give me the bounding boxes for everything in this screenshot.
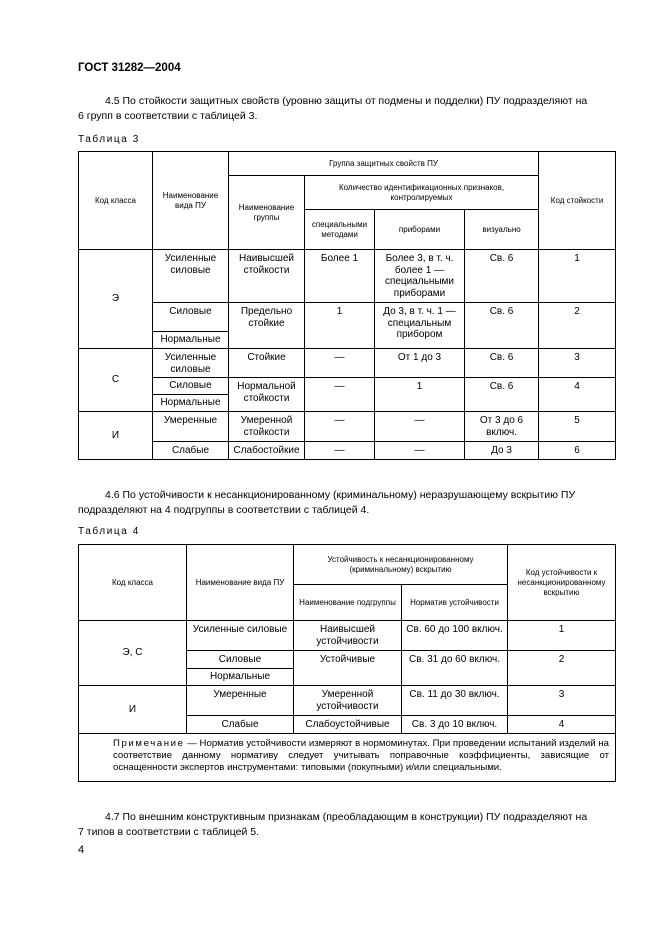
paragraph-4-7	[78, 810, 615, 840]
header-type-name: Наименование вида ПУ	[187, 545, 294, 621]
header-class-code: Код класса	[79, 152, 153, 250]
code-cell: 5	[539, 412, 616, 442]
note-text: — Норматив устойчивости измеряют в нормоминутах. При проведении испытаний изделий на соответствие данному нормативу следует учитывать поправочные коэффициенты, зависящие от оснащенности экспертов инструментами: типовыми (покупными) и/или специальными.	[113, 738, 610, 773]
code-cell: 2	[539, 303, 616, 349]
code-cell: 1	[539, 250, 616, 303]
subgroup-cell: Устойчивые	[294, 651, 402, 686]
code-cell: 4	[508, 716, 616, 734]
header-devices: приборами	[375, 210, 465, 250]
special-cell: —	[305, 412, 375, 442]
table-4	[78, 544, 616, 782]
type-cell: Нормальные	[153, 395, 229, 412]
paragraph-4-5	[78, 94, 615, 124]
group-name-cell: Нормальной стойкости	[229, 378, 305, 412]
norm-cell: Св. 60 до 100 включ.	[402, 621, 508, 651]
document-code: ГОСТ 31282—2004	[78, 62, 181, 74]
paragraph-4-6	[78, 488, 615, 518]
code-cell: 2	[508, 651, 616, 686]
header-count: Количество идентификационных признаков, контролируемых	[305, 176, 539, 210]
paragraph-line: 4.7 По внешним конструктивным признакам (преобладающим в конструкции) ПУ подразделяют на	[105, 811, 588, 823]
note-label: Примечание	[113, 738, 185, 749]
class-cell: С	[79, 349, 153, 412]
visual-cell: Св. 6	[465, 349, 539, 378]
visual-cell: От 3 до 6 включ.	[465, 412, 539, 442]
type-cell: Слабые	[153, 442, 229, 460]
header-resistance-code: Код стойкости	[539, 152, 616, 250]
group-name-cell: Умеренной стойкости	[229, 412, 305, 442]
type-cell: Усиленные силовые	[187, 621, 294, 651]
norm-cell: Св. 31 до 60 включ.	[402, 651, 508, 686]
type-cell: Умеренные	[187, 686, 294, 716]
special-cell: 1	[305, 303, 375, 349]
devices-cell: 1	[375, 378, 465, 412]
type-cell: Силовые	[187, 651, 294, 669]
header-class-code: Код класса	[79, 545, 187, 621]
type-cell: Силовые	[153, 303, 229, 332]
type-cell: Умеренные	[153, 412, 229, 442]
header-group: Группа защитных свойств ПУ	[229, 152, 539, 176]
devices-cell: От 1 до 3	[375, 349, 465, 378]
type-cell: Нормальные	[187, 669, 294, 686]
class-cell: Э, С	[79, 621, 187, 686]
header-stability: Устойчивость к несанкционированному (криминальному) вскрытию	[294, 545, 508, 585]
visual-cell: До 3	[465, 442, 539, 460]
table-4-caption: Таблица 4	[78, 526, 140, 537]
type-cell: Силовые	[153, 378, 229, 395]
subgroup-cell: Наивысшей устойчивости	[294, 621, 402, 651]
code-cell: 3	[539, 349, 616, 378]
header-special: специальными методами	[305, 210, 375, 250]
devices-cell: До 3, в т. ч. 1 — специальным прибором	[375, 303, 465, 349]
visual-cell: Св. 6	[465, 378, 539, 412]
table-4-note	[79, 734, 616, 782]
special-cell: —	[305, 378, 375, 412]
special-cell: —	[305, 442, 375, 460]
code-cell: 6	[539, 442, 616, 460]
paragraph-line: 4.6 По устойчивости к несанкционированному (криминальному) неразрушающему вскрытию ПУ	[105, 489, 576, 501]
header-group-name: Наименование группы	[229, 176, 305, 250]
class-cell: И	[79, 686, 187, 734]
paragraph-line: 4.5 По стойкости защитных свойств (уровню защиты от подмены и подделки) ПУ подразделяют на	[105, 95, 588, 107]
class-cell: Э	[79, 250, 153, 349]
paragraph-line: 6 групп в соответствии с таблицей 3.	[78, 110, 258, 122]
page-number: 4	[78, 844, 85, 856]
type-cell: Нормальные	[153, 332, 229, 349]
devices-cell: Более 3, в т. ч. более 1 — специальными приборами	[375, 250, 465, 303]
paragraph-line: подразделяют на 4 подгруппы в соответствии с таблицей 4.	[78, 504, 370, 516]
header-visual: визуально	[465, 210, 539, 250]
visual-cell: Св. 6	[465, 303, 539, 349]
subgroup-cell: Слабоустойчивые	[294, 716, 402, 734]
devices-cell: —	[375, 412, 465, 442]
special-cell: —	[305, 349, 375, 378]
type-cell: Слабые	[187, 716, 294, 734]
table-3	[78, 151, 616, 460]
class-cell: И	[79, 412, 153, 460]
group-name-cell: Слабостойкие	[229, 442, 305, 460]
norm-cell: Св. 3 до 10 включ.	[402, 716, 508, 734]
code-cell: 3	[508, 686, 616, 716]
header-type-name: Наименование вида ПУ	[153, 152, 229, 250]
type-cell: Усиленные силовые	[153, 250, 229, 303]
special-cell: Более 1	[305, 250, 375, 303]
group-name-cell: Стойкие	[229, 349, 305, 378]
visual-cell: Св. 6	[465, 250, 539, 303]
group-name-cell: Предельно стойкие	[229, 303, 305, 349]
code-cell: 1	[508, 621, 616, 651]
header-stability-code: Код устойчивости к несанкционированному вскрытию	[508, 545, 616, 621]
norm-cell: Св. 11 до 30 включ.	[402, 686, 508, 716]
code-cell: 4	[539, 378, 616, 412]
header-norm: Норматив устойчивости	[402, 585, 508, 621]
group-name-cell: Наивысшей стойкости	[229, 250, 305, 303]
devices-cell: —	[375, 442, 465, 460]
table-3-caption: Таблица 3	[78, 134, 140, 145]
type-cell: Усиленные силовые	[153, 349, 229, 378]
subgroup-cell: Умеренной устойчивости	[294, 686, 402, 716]
paragraph-line: 7 типов в соответствии с таблицей 5.	[78, 826, 260, 838]
header-subgroup: Наименование подгруппы	[294, 585, 402, 621]
